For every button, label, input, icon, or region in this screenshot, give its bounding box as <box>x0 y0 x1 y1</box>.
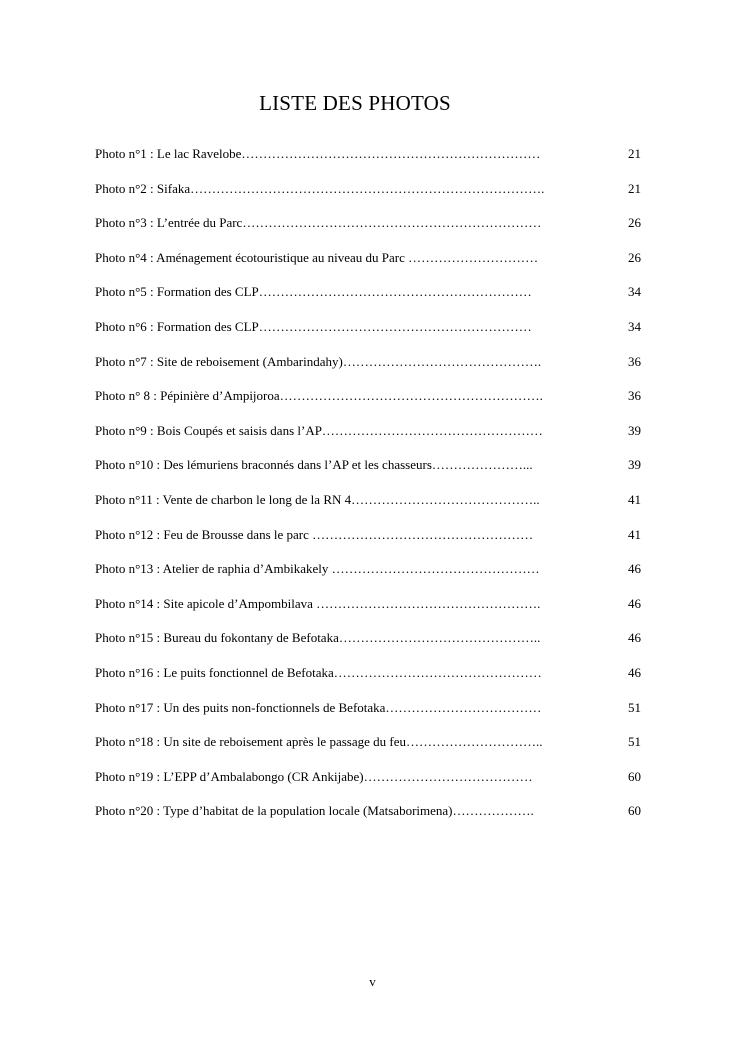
entry-caption: Photo n°6 : Formation des CLP……………………………………………………… <box>95 318 532 334</box>
list-item <box>95 282 645 317</box>
list-item <box>95 455 645 490</box>
list-item <box>95 317 645 352</box>
entry-caption: Photo n°17 : Un des puits non-fonctionnels de Befotaka……………………………… <box>95 699 542 715</box>
entry-page-number: 41 <box>628 526 641 542</box>
entry-page-number: 41 <box>628 491 641 507</box>
list-item <box>95 767 645 802</box>
list-item <box>95 559 645 594</box>
entry-page-number: 34 <box>628 284 641 300</box>
photo-list <box>95 144 645 836</box>
list-item <box>95 144 645 179</box>
entry-page-number: 60 <box>628 803 641 819</box>
list-item <box>95 594 645 629</box>
list-item <box>95 179 645 214</box>
entry-page-number: 60 <box>628 768 641 784</box>
list-item <box>95 628 645 663</box>
list-item <box>95 698 645 733</box>
entry-caption: Photo n°2 : Sifaka………………………………………………………………………. <box>95 180 545 196</box>
entry-page-number: 34 <box>628 318 641 334</box>
list-item <box>95 213 645 248</box>
list-item <box>95 421 645 456</box>
entry-page-number: 36 <box>628 388 641 404</box>
entry-caption: Photo n°11 : Vente de charbon le long de la RN 4…………………………………….. <box>95 491 540 507</box>
entry-caption: Photo n°18 : Un site de reboisement après le passage du feu………………………….. <box>95 734 543 750</box>
page-title: LISTE DES PHOTOS <box>259 91 451 115</box>
list-item <box>95 490 645 525</box>
entry-page-number: 21 <box>628 180 641 196</box>
entry-caption: Photo n°10 : Des lémuriens braconnés dans l’AP et les chasseurs…………………... <box>95 457 533 473</box>
entry-page-number: 46 <box>628 561 641 577</box>
list-item <box>95 525 645 560</box>
entry-caption: Photo n°3 : L’entrée du Parc…………………………………………………………… <box>95 215 542 231</box>
list-item <box>95 248 645 283</box>
entry-caption: Photo n°5 : Formation des CLP……………………………………………………… <box>95 284 532 300</box>
entry-page-number: 36 <box>628 353 641 369</box>
entry-caption: Photo n°16 : Le puits fonctionnel de Befotaka………………………………………… <box>95 664 542 680</box>
entry-page-number: 46 <box>628 595 641 611</box>
entry-page-number: 46 <box>628 630 641 646</box>
entry-caption: Photo n°12 : Feu de Brousse dans le parc …………………………………………… <box>95 526 534 542</box>
entry-caption: Photo n° 8 : Pépinière d’Ampijoroa……………………………………………………. <box>95 388 543 404</box>
entry-page-number: 46 <box>628 664 641 680</box>
list-item <box>95 663 645 698</box>
entry-caption: Photo n°19 : L’EPP d’Ambalabongo (CR Ankijabe)………………………………… <box>95 768 533 784</box>
page-number: v <box>369 974 376 989</box>
entry-caption: Photo n°20 : Type d’habitat de la population locale (Matsaborimena)………………. <box>95 803 534 819</box>
entry-caption: Photo n°9 : Bois Coupés et saisis dans l’AP…………………………………………… <box>95 422 543 438</box>
entry-caption: Photo n°7 : Site de reboisement (Ambarindahy)………………………………………. <box>95 353 542 369</box>
entry-page-number: 51 <box>628 699 641 715</box>
entry-page-number: 26 <box>628 249 641 265</box>
list-item <box>95 386 645 421</box>
entry-caption: Photo n°1 : Le lac Ravelobe…………………………………………………………… <box>95 146 541 161</box>
list-item <box>95 732 645 767</box>
list-item <box>95 352 645 387</box>
entry-page-number: 26 <box>628 215 641 231</box>
entry-caption: Photo n°4 : Aménagement écotouristique au niveau du Parc ………………………… <box>95 249 539 265</box>
entry-page-number: 39 <box>628 422 641 438</box>
entry-page-number: 21 <box>628 146 641 161</box>
list-item <box>95 801 645 836</box>
entry-caption: Photo n°14 : Site apicole d’Ampombilava ……………………………………………. <box>95 595 541 611</box>
entry-page-number: 51 <box>628 734 641 750</box>
entry-page-number: 39 <box>628 457 641 473</box>
entry-caption: Photo n°13 : Atelier de raphia d’Ambikakely ………………………………………… <box>95 561 540 577</box>
entry-caption: Photo n°15 : Bureau du fokontany de Befotaka……………………………………….. <box>95 630 541 646</box>
